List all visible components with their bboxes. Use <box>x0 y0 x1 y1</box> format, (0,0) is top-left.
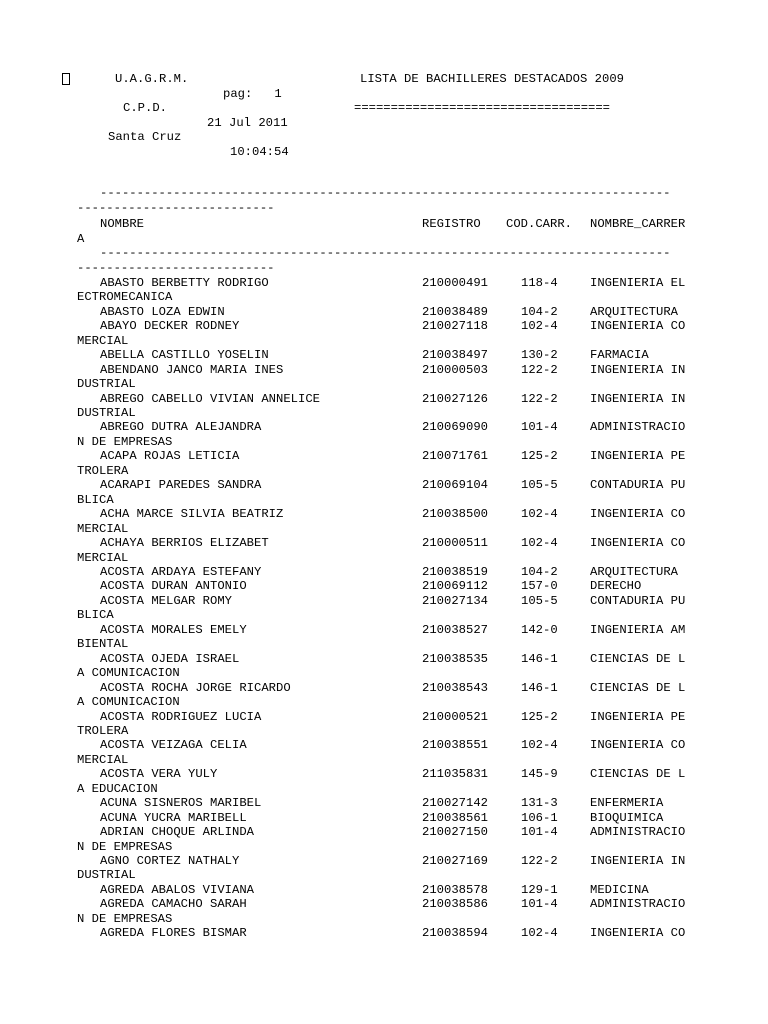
row-carrera: INGENIERIA PE <box>590 710 686 724</box>
row-nombre: AGREDA CAMACHO SARAH <box>100 897 247 911</box>
row-cod-carr: 125-2 <box>521 449 558 463</box>
row-carrera-continuation: TROLERA <box>77 724 129 738</box>
row-carrera: INGENIERIA EL <box>590 276 686 290</box>
row-registro: 210038497 <box>422 348 489 362</box>
separator-line: --------------------------- <box>77 201 275 215</box>
row-registro: 210027126 <box>422 392 489 406</box>
row-nombre: ACOSTA OJEDA ISRAEL <box>100 652 240 666</box>
row-nombre: ACUNA YUCRA MARIBELL <box>100 811 247 825</box>
row-carrera: INGENIERIA CO <box>590 738 686 752</box>
row-cod-carr: 101-4 <box>521 420 558 434</box>
row-carrera: CIENCIAS DE L <box>590 652 686 666</box>
row-carrera-continuation: N DE EMPRESAS <box>77 912 173 926</box>
row-cod-carr: 130-2 <box>521 348 558 362</box>
row-carrera: INGENIERIA CO <box>590 319 686 333</box>
row-nombre: ABREGO CABELLO VIVIAN ANNELICE <box>100 392 321 406</box>
row-cod-carr: 142-0 <box>521 623 558 637</box>
row-registro: 210038543 <box>422 681 489 695</box>
row-nombre: ACARAPI PAREDES SANDRA <box>100 478 262 492</box>
row-cod-carr: 101-4 <box>521 825 558 839</box>
row-carrera: CONTADURIA PU <box>590 478 686 492</box>
row-registro: 210071761 <box>422 449 489 463</box>
row-carrera-continuation: MERCIAL <box>77 753 129 767</box>
row-cod-carr: 146-1 <box>521 652 558 666</box>
column-header-nombre: NOMBRE <box>100 217 145 231</box>
row-carrera-continuation: TROLERA <box>77 464 129 478</box>
row-cod-carr: 101-4 <box>521 897 558 911</box>
row-registro: 210038578 <box>422 883 489 897</box>
row-cod-carr: 104-2 <box>521 305 558 319</box>
row-carrera-continuation: ECTROMECANICA <box>77 290 173 304</box>
report-date: 21 Jul 2011 <box>207 116 288 130</box>
row-registro: 210038594 <box>422 926 489 940</box>
row-carrera-continuation: MERCIAL <box>77 334 129 348</box>
row-nombre: ADRIAN CHOQUE ARLINDA <box>100 825 255 839</box>
row-carrera: INGENIERIA AM <box>590 623 686 637</box>
row-nombre: ACOSTA MELGAR ROMY <box>100 594 233 608</box>
row-cod-carr: 102-4 <box>521 319 558 333</box>
row-carrera: ENFERMERIA <box>590 796 664 810</box>
row-cod-carr: 129-1 <box>521 883 558 897</box>
row-nombre: ABASTO BERBETTY RODRIGO <box>100 276 269 290</box>
row-carrera: INGENIERIA CO <box>590 507 686 521</box>
row-carrera-continuation: BLICA <box>77 493 114 507</box>
missing-glyph-box-icon <box>62 73 70 85</box>
row-registro: 210069112 <box>422 579 489 593</box>
row-carrera: INGENIERIA IN <box>590 392 686 406</box>
row-nombre: AGNO CORTEZ NATHALY <box>100 854 240 868</box>
report-city: Santa Cruz <box>108 130 182 144</box>
row-registro: 210038561 <box>422 811 489 825</box>
row-carrera: ARQUITECTURA <box>590 565 679 579</box>
row-carrera-continuation: MERCIAL <box>77 522 129 536</box>
row-carrera: ADMINISTRACIO <box>590 897 686 911</box>
department-code: C.P.D. <box>123 101 168 115</box>
row-nombre: ABELLA CASTILLO YOSELIN <box>100 348 269 362</box>
page-number: pag: 1 <box>223 87 282 101</box>
separator-line: ------------------------------------------------------------------------------ <box>100 186 671 200</box>
row-registro: 210027134 <box>422 594 489 608</box>
row-cod-carr: 118-4 <box>521 276 558 290</box>
row-registro: 210038551 <box>422 738 489 752</box>
separator-line: --------------------------- <box>77 261 275 275</box>
row-cod-carr: 102-4 <box>521 926 558 940</box>
row-carrera: DERECHO <box>590 579 642 593</box>
row-carrera-continuation: A COMUNICACION <box>77 695 180 709</box>
row-registro: 210000521 <box>422 710 489 724</box>
row-carrera: FARMACIA <box>590 348 649 362</box>
row-nombre: AGREDA ABALOS VIVIANA <box>100 883 255 897</box>
row-carrera-continuation: MERCIAL <box>77 551 129 565</box>
row-carrera: ADMINISTRACIO <box>590 825 686 839</box>
row-nombre: ACOSTA VEIZAGA CELIA <box>100 738 247 752</box>
row-carrera: CONTADURIA PU <box>590 594 686 608</box>
row-registro: 210038489 <box>422 305 489 319</box>
row-registro: 210038586 <box>422 897 489 911</box>
row-nombre: ACHAYA BERRIOS ELIZABET <box>100 536 269 550</box>
row-carrera: CIENCIAS DE L <box>590 767 686 781</box>
row-registro: 210038527 <box>422 623 489 637</box>
row-nombre: ACHA MARCE SILVIA BEATRIZ <box>100 507 284 521</box>
row-nombre: ABAYO DECKER RODNEY <box>100 319 240 333</box>
row-registro: 210038500 <box>422 507 489 521</box>
row-carrera-continuation: N DE EMPRESAS <box>77 435 173 449</box>
row-cod-carr: 106-1 <box>521 811 558 825</box>
row-nombre: ACOSTA ARDAYA ESTEFANY <box>100 565 262 579</box>
row-cod-carr: 102-4 <box>521 738 558 752</box>
row-nombre: ACAPA ROJAS LETICIA <box>100 449 240 463</box>
row-registro: 210069090 <box>422 420 489 434</box>
row-cod-carr: 145-9 <box>521 767 558 781</box>
row-carrera-continuation: A EDUCACION <box>77 782 158 796</box>
column-header-nombre-carrera: NOMBRE_CARRER <box>590 217 686 231</box>
row-carrera: INGENIERIA IN <box>590 363 686 377</box>
row-carrera-continuation: BIENTAL <box>77 637 129 651</box>
row-nombre: ACOSTA MORALES EMELY <box>100 623 247 637</box>
row-nombre: ACOSTA DURAN ANTONIO <box>100 579 247 593</box>
document-title: LISTA DE BACHILLERES DESTACADOS 2009 <box>360 72 625 86</box>
row-registro: 211035831 <box>422 767 489 781</box>
row-carrera: BIOQUIMICA <box>590 811 664 825</box>
row-cod-carr: 122-2 <box>521 854 558 868</box>
row-registro: 210027118 <box>422 319 489 333</box>
row-nombre: AGREDA FLORES BISMAR <box>100 926 247 940</box>
row-registro: 210027142 <box>422 796 489 810</box>
row-carrera-continuation: DUSTRIAL <box>77 406 136 420</box>
row-cod-carr: 122-2 <box>521 363 558 377</box>
row-registro: 210000511 <box>422 536 489 550</box>
report-time: 10:04:54 <box>230 145 289 159</box>
row-cod-carr: 146-1 <box>521 681 558 695</box>
row-carrera: INGENIERIA CO <box>590 926 686 940</box>
row-cod-carr: 122-2 <box>521 392 558 406</box>
column-header-registro: REGISTRO <box>422 217 481 231</box>
row-carrera-continuation: A COMUNICACION <box>77 666 180 680</box>
column-header-cod-carr: COD.CARR. <box>506 217 573 231</box>
row-nombre: ACOSTA VERA YULY <box>100 767 218 781</box>
row-nombre: ACUNA SISNEROS MARIBEL <box>100 796 262 810</box>
row-cod-carr: 102-4 <box>521 507 558 521</box>
row-cod-carr: 104-2 <box>521 565 558 579</box>
row-carrera: CIENCIAS DE L <box>590 681 686 695</box>
university-name: U.A.G.R.M. <box>115 72 189 86</box>
row-nombre: ACOSTA ROCHA JORGE RICARDO <box>100 681 291 695</box>
row-registro: 210038519 <box>422 565 489 579</box>
row-carrera: INGENIERIA PE <box>590 449 686 463</box>
row-cod-carr: 157-0 <box>521 579 558 593</box>
row-nombre: ACOSTA RODRIGUEZ LUCIA <box>100 710 262 724</box>
row-registro: 210027169 <box>422 854 489 868</box>
row-cod-carr: 125-2 <box>521 710 558 724</box>
row-carrera-continuation: DUSTRIAL <box>77 868 136 882</box>
row-registro: 210000503 <box>422 363 489 377</box>
row-carrera-continuation: BLICA <box>77 608 114 622</box>
row-carrera: ARQUITECTURA <box>590 305 679 319</box>
row-carrera: INGENIERIA CO <box>590 536 686 550</box>
row-registro: 210038535 <box>422 652 489 666</box>
separator-line: ------------------------------------------------------------------------------ <box>100 246 671 260</box>
row-nombre: ABASTO LOZA EDWIN <box>100 305 225 319</box>
row-cod-carr: 105-5 <box>521 478 558 492</box>
row-carrera-continuation: DUSTRIAL <box>77 377 136 391</box>
column-header-nombre-carrera-wrap: A <box>77 232 85 246</box>
row-cod-carr: 131-3 <box>521 796 558 810</box>
row-carrera: MEDICINA <box>590 883 649 897</box>
row-registro: 210027150 <box>422 825 489 839</box>
row-cod-carr: 105-5 <box>521 594 558 608</box>
row-nombre: ABENDANO JANCO MARIA INES <box>100 363 284 377</box>
row-registro: 210000491 <box>422 276 489 290</box>
title-underline: =================================== <box>354 101 610 115</box>
row-cod-carr: 102-4 <box>521 536 558 550</box>
row-carrera-continuation: N DE EMPRESAS <box>77 840 173 854</box>
row-carrera: ADMINISTRACIO <box>590 420 686 434</box>
row-nombre: ABREGO DUTRA ALEJANDRA <box>100 420 262 434</box>
row-registro: 210069104 <box>422 478 489 492</box>
row-carrera: INGENIERIA IN <box>590 854 686 868</box>
